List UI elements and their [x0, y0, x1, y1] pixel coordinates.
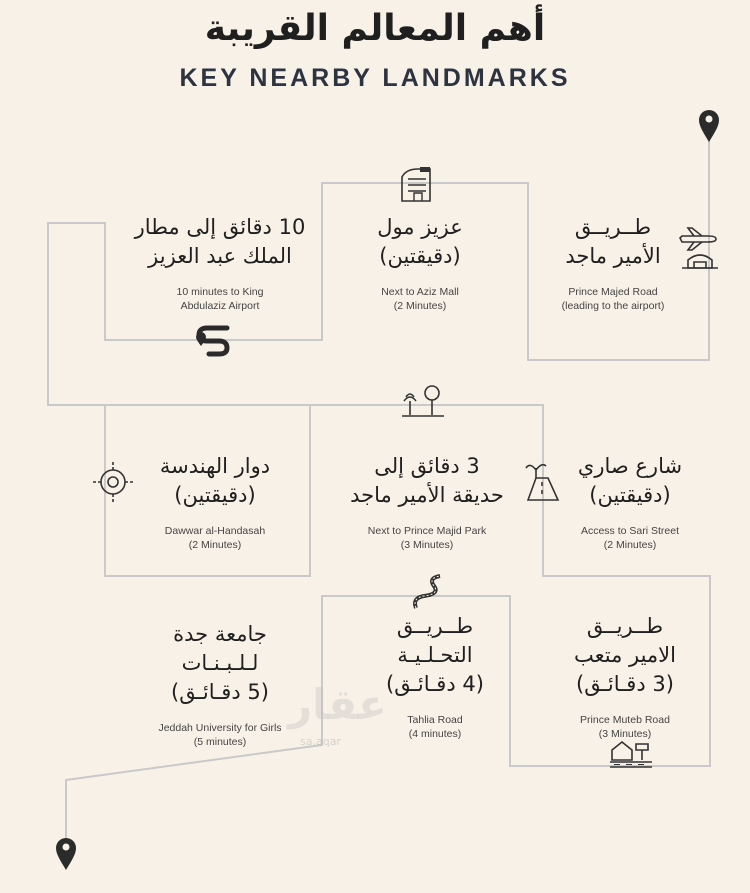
landmark-name-en: Tahlia Road (4 minutes): [407, 714, 463, 740]
landmark-name-en: Dawwar al-Handasah (2 Minutes): [164, 525, 266, 551]
landmark-name-ar: عزيز مول (دقيقتين): [377, 215, 463, 268]
landmark-name-ar: دوار الهندسة (دقيقتين): [159, 454, 271, 507]
landmark-name-en: Next to Prince Majid Park (3 Minutes): [367, 525, 487, 551]
landmark-card-aziz-mall: [315, 213, 525, 313]
landmark-name-en: Access to Sari Street (2 Minutes): [580, 525, 680, 551]
landmark-name-ar: طــريــق التحـلـيـة (4 دقـائـق): [386, 614, 484, 696]
landmark-card-prince-majid-park: [322, 452, 532, 552]
winding-road-icon: [410, 574, 450, 610]
landmark-card-airport: [110, 213, 330, 313]
landmark-name-ar: طــريــق الأمير ماجد: [565, 215, 661, 268]
landmark-card-sari-street: [525, 452, 735, 552]
watermark-subtext: sa.aqar: [300, 735, 341, 748]
page-title-arabic: أهم المعالم القريبة: [204, 8, 546, 49]
park-trees-icon: [402, 383, 444, 419]
landmark-name-en: Prince Muteb Road (3 Minutes): [580, 714, 670, 740]
landmark-name-ar: شارع صاري (دقيقتين): [577, 454, 683, 507]
landmark-card-prince-majed-road: [508, 213, 718, 313]
landmark-name-en: Next to Aziz Mall (2 Minutes): [381, 286, 459, 312]
landmark-name-en: Prince Majed Road (leading to the airport): [561, 286, 665, 312]
route-s-icon: [193, 322, 233, 360]
landmark-card-dawwar-handasah: [110, 452, 320, 552]
landmark-name-en: 10 minutes to King Abdulaziz Airport: [176, 286, 264, 312]
landmark-name-ar: طــريــق الامير متعب (3 دقـائـق): [574, 614, 676, 696]
landmark-name-ar: 3 دقائق إلى حديقة الأمير ماجد: [350, 454, 504, 507]
mall-building-icon: [398, 165, 438, 203]
landmark-name-en: Jeddah University for Girls (5 minutes): [158, 722, 282, 748]
watermark-logo: عقار: [288, 680, 387, 729]
end-pin-icon: [56, 838, 76, 870]
start-pin-icon: [699, 110, 719, 142]
landmark-card-prince-muteb-road: [520, 612, 730, 741]
landmark-name-ar: 10 دقائق إلى مطار الملك عبد العزيز: [134, 215, 306, 268]
landmark-name-ar: جامعة جدة لـلـبـنـات (5 دقـائـق): [171, 622, 269, 704]
page-title-english: KEY NEARBY LANDMARKS: [179, 64, 571, 92]
